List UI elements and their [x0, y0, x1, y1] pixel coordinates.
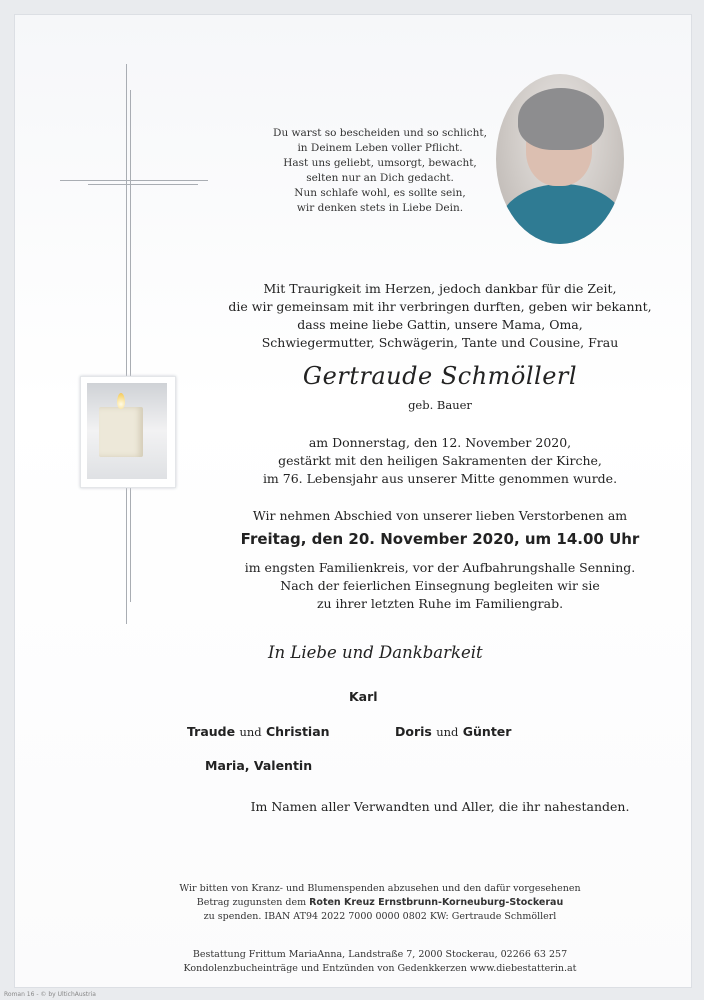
poem-line: Nun schlafe wohl, es sollte sein,: [294, 187, 466, 199]
poem-line: Du warst so bescheiden und so schlicht,: [273, 127, 487, 139]
donation-recipient: Roten Kreuz Ernstbrunn-Korneuburg-Stockerau: [309, 897, 564, 908]
family-und: und: [436, 725, 459, 739]
funeral-detail-line: zu ihrer letzten Ruhe im Familiengrab.: [316, 596, 564, 611]
family-name: Traude: [187, 724, 236, 739]
farewell-intro: Wir nehmen Abschied von unserer lieben Verstorbenen am: [252, 508, 628, 523]
maiden-name: geb. Bauer: [408, 398, 472, 412]
intro-line: Schwiegermutter, Schwägerin, Tante und Cousine, Frau: [261, 335, 619, 350]
donation-line: Wir bitten von Kranz- und Blumenspenden abzusehen und den dafür vorgesehenen: [179, 883, 581, 894]
death-line: im 76. Lebensjahr aus unserer Mitte genommen wurde.: [262, 471, 618, 486]
donation-line: [120, 896, 640, 910]
intro-line: Mit Traurigkeit im Herzen, jedoch dankbar für die Zeit,: [263, 281, 617, 296]
closing-phrase: In Liebe und Dankbarkeit: [268, 643, 483, 662]
donation-text: Betrag zugunsten dem: [196, 897, 310, 908]
death-line: am Donnerstag, den 12. November 2020,: [308, 435, 572, 450]
intro-line: dass meine liebe Gattin, unsere Mama, Oma,: [297, 317, 583, 332]
funeral-detail-line: im engsten Familienkreis, vor der Aufbahrungshalle Senning.: [244, 560, 636, 575]
family-name: Günter: [462, 724, 512, 739]
relatives-line: Im Namen aller Verwandten und Aller, die ihr nahestanden.: [250, 799, 630, 814]
death-line: gestärkt mit den heiligen Sakramenten der Kirche,: [278, 453, 602, 468]
donation-line: zu spenden. IBAN AT94 2022 7000 0000 0802 KW: Gertraude Schmöllerl: [203, 911, 557, 922]
funeral-detail-line: Nach der feierlichen Einsegnung begleiten wir sie: [280, 578, 600, 593]
poem-line: wir denken stets in Liebe Dein.: [296, 202, 464, 214]
funeral-date: Freitag, den 20. November 2020, um 14.00 Uhr: [240, 530, 640, 548]
family-und: und: [239, 725, 262, 739]
family-karl: Karl: [349, 689, 378, 704]
poem-line: selten nur an Dich gedacht.: [306, 172, 454, 184]
poem-line: in Deinem Leben voller Pflicht.: [297, 142, 463, 154]
family-maria-valentin: Maria, Valentin: [205, 758, 313, 773]
family-traude-christian: [187, 724, 330, 739]
family-name: Doris: [395, 724, 432, 739]
family-doris-guenter: [395, 724, 511, 739]
intro-line: die wir gemeinsam mit ihr verbringen durften, geben wir bekannt,: [228, 299, 652, 314]
undertaker-line: Kondolenzbucheinträge und Entzünden von Gedenkkerzen www.diebestatterin.at: [183, 963, 577, 974]
poem-line: Hast uns geliebt, umsorgt, bewacht,: [283, 157, 477, 169]
undertaker-line: Bestattung Frittum MariaAnna, Landstraße 7, 2000 Stockerau, 02266 63 257: [192, 949, 568, 960]
copyright-note: Roman 16 - © by UltichAustria: [4, 991, 96, 998]
candle-image: [80, 376, 176, 488]
family-name: Christian: [265, 724, 330, 739]
deceased-name: Gertraude Schmöllerl: [302, 362, 578, 390]
